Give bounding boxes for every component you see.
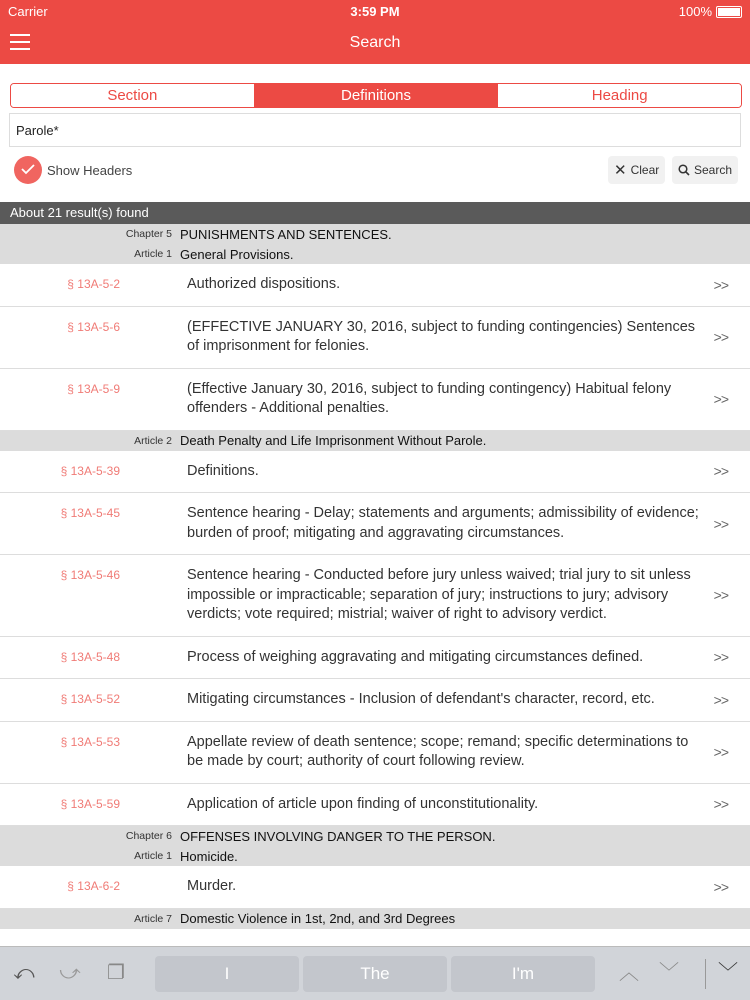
result-row[interactable] bbox=[0, 637, 750, 680]
chevron-right-icon: >> bbox=[713, 744, 728, 760]
result-row[interactable] bbox=[0, 555, 750, 637]
checkmark-icon bbox=[21, 164, 35, 175]
battery-percent: 100% bbox=[678, 4, 712, 19]
result-row[interactable] bbox=[0, 866, 750, 909]
article-title: Domestic Violence in 1st, 2nd, and 3rd Degrees bbox=[180, 911, 456, 926]
page-title: Search bbox=[349, 34, 401, 51]
section-number: § 13A-5-6 bbox=[67, 319, 120, 334]
search-icon bbox=[678, 164, 690, 176]
result-row[interactable] bbox=[0, 264, 750, 307]
chapter-title: OFFENSES INVOLVING DANGER TO THE PERSON. bbox=[180, 828, 496, 844]
tab-definitions[interactable]: Definitions bbox=[254, 84, 498, 107]
chevron-right-icon: >> bbox=[713, 587, 728, 604]
clock: 3:59 PM bbox=[350, 4, 400, 19]
chapter-header bbox=[0, 224, 750, 244]
chevron-down-icon[interactable]: ﹀ bbox=[659, 962, 679, 984]
section-number: § 13A-5-39 bbox=[60, 463, 120, 478]
results-count: About 21 result(s) found bbox=[0, 202, 750, 224]
article-title: Homicide. bbox=[180, 848, 238, 864]
chevron-right-icon: >> bbox=[713, 796, 728, 813]
section-number: § 13A-6-2 bbox=[67, 879, 120, 893]
article-header bbox=[0, 244, 750, 264]
section-title: Definitions. bbox=[187, 462, 259, 479]
redo-icon[interactable]: ⤻ bbox=[59, 962, 81, 984]
chevron-right-icon: >> bbox=[713, 463, 728, 480]
article-header bbox=[0, 846, 750, 866]
suggestion-2[interactable]: The bbox=[303, 956, 447, 992]
battery-status bbox=[679, 4, 742, 19]
section-number: § 13A-5-52 bbox=[60, 692, 120, 706]
section-title: Authorized dispositions. bbox=[187, 276, 341, 292]
chevron-right-icon: >> bbox=[713, 691, 728, 708]
tab-section[interactable]: Section bbox=[11, 84, 254, 107]
article-header bbox=[0, 909, 750, 929]
section-title: Process of weighing aggravating and mitigating circumstances defined. bbox=[187, 648, 644, 665]
chevron-right-icon: >> bbox=[713, 649, 728, 666]
result-row[interactable] bbox=[0, 784, 750, 827]
section-title: Sentence hearing - Delay; statements and arguments; admissibility of evidence; burden of proof; mitigating and aggravating circumstances. bbox=[187, 505, 699, 541]
section-title: (EFFECTIVE JANUARY 30, 2016, subject to funding contingencies) Sentences of imprisonment for felonies. bbox=[187, 318, 696, 354]
close-icon: ✕ bbox=[614, 162, 627, 179]
section-number: § 13A-5-45 bbox=[60, 506, 120, 520]
battery-icon bbox=[716, 6, 742, 18]
show-headers-checkbox[interactable] bbox=[14, 156, 42, 184]
section-title: Sentence hearing - Conducted before jury unless waived; trial jury to sit unless impossible or impracticable; separation of jury; instructions to jury; advisory verdicts; vote required; mistrial; waiver of right to advisory verdict. bbox=[187, 567, 691, 622]
search-label: Search bbox=[694, 163, 733, 177]
section-number: § 13A-5-53 bbox=[60, 734, 120, 749]
chapter-title: PUNISHMENTS AND SENTENCES. bbox=[180, 226, 392, 242]
search-button[interactable] bbox=[672, 156, 738, 184]
article-title: Death Penalty and Life Imprisonment Without Parole. bbox=[180, 433, 487, 448]
search-field-container bbox=[9, 113, 741, 147]
carrier-label: Carrier bbox=[8, 4, 48, 19]
chapter-header bbox=[0, 826, 750, 846]
section-title: Murder. bbox=[187, 878, 237, 894]
article-label: Article 1 bbox=[134, 248, 172, 260]
clear-button[interactable] bbox=[608, 156, 665, 184]
chevron-right-icon: >> bbox=[713, 276, 728, 293]
article-label: Article 2 bbox=[134, 434, 172, 447]
undo-icon[interactable]: ⤺ bbox=[13, 962, 35, 984]
chevron-right-icon: >> bbox=[713, 391, 728, 407]
chevron-right-icon: >> bbox=[713, 329, 728, 345]
chapter-label: Chapter 6 bbox=[125, 830, 172, 842]
section-title: Appellate review of death sentence; scope; remand; specific determinations to be made by court; authority of court following review. bbox=[187, 733, 689, 769]
tab-heading[interactable]: Heading bbox=[497, 84, 741, 107]
article-title: General Provisions. bbox=[180, 246, 294, 262]
chevron-right-icon: >> bbox=[713, 515, 728, 532]
section-number: § 13A-5-48 bbox=[60, 649, 120, 664]
suggestion-3[interactable]: I'm bbox=[451, 956, 595, 992]
search-type-segmented-control bbox=[10, 83, 742, 108]
dismiss-keyboard-icon[interactable]: ﹀ bbox=[718, 962, 738, 984]
section-title: Mitigating circumstances - Inclusion of defendant's character, record, etc. bbox=[187, 691, 655, 707]
search-options bbox=[0, 152, 750, 192]
section-number: § 13A-5-59 bbox=[60, 796, 120, 811]
search-input[interactable] bbox=[10, 114, 722, 146]
clear-label: Clear bbox=[630, 163, 660, 177]
result-row[interactable] bbox=[0, 451, 750, 494]
section-title: (Effective January 30, 2016, subject to funding contingency) Habitual felony offenders - Additional penalties. bbox=[187, 380, 672, 416]
article-header bbox=[0, 431, 750, 451]
show-headers-label[interactable]: Show Headers bbox=[47, 163, 133, 178]
keyboard-shortcut-bar bbox=[0, 946, 750, 1000]
divider bbox=[705, 959, 706, 989]
suggestion-1[interactable]: I bbox=[155, 956, 299, 992]
chapter-label: Chapter 5 bbox=[125, 228, 172, 240]
chevron-up-icon[interactable]: ︿ bbox=[619, 962, 639, 984]
section-title: Application of article upon finding of unconstitutionality. bbox=[187, 795, 539, 812]
article-label: Article 1 bbox=[134, 850, 172, 862]
section-number: § 13A-5-2 bbox=[67, 277, 120, 291]
nav-bar bbox=[0, 22, 750, 64]
result-row[interactable] bbox=[0, 722, 750, 784]
result-row[interactable] bbox=[0, 307, 750, 369]
result-row[interactable] bbox=[0, 369, 750, 431]
section-number: § 13A-5-46 bbox=[60, 568, 120, 582]
paste-icon[interactable]: ❐ bbox=[107, 962, 125, 984]
result-row[interactable] bbox=[0, 679, 750, 722]
section-number: § 13A-5-9 bbox=[67, 381, 120, 396]
results-list bbox=[0, 224, 750, 946]
result-row[interactable] bbox=[0, 493, 750, 555]
article-label: Article 7 bbox=[134, 912, 172, 925]
chevron-right-icon: >> bbox=[713, 878, 728, 895]
status-bar bbox=[0, 0, 750, 22]
